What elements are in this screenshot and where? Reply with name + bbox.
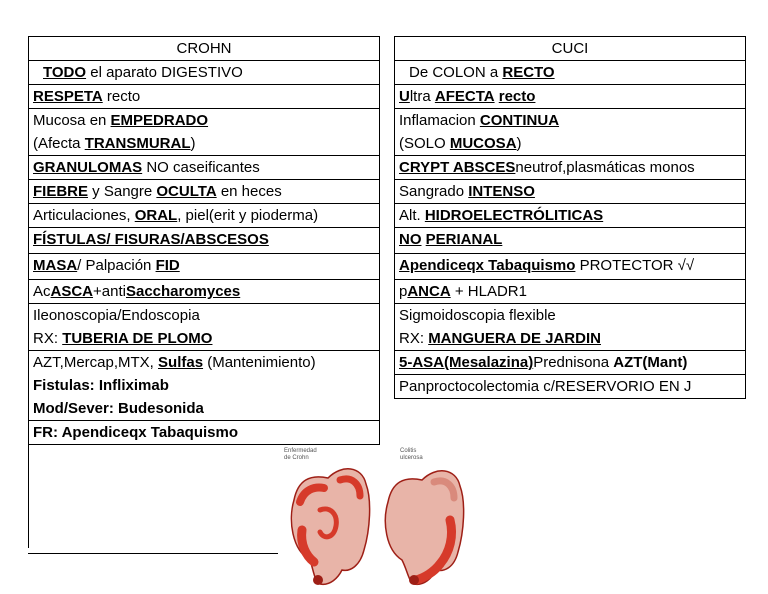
text-segment: FR: Apendiceqx Tabaquismo [33, 424, 239, 441]
divider-line [28, 553, 278, 554]
text-segment: TODO [43, 64, 87, 81]
text-segment: ) [190, 135, 196, 152]
text-segment: TRANSMURAL [84, 135, 191, 152]
crohn-row [29, 85, 380, 109]
text-segment: AZT(Mant) [613, 354, 688, 371]
text-segment: U [399, 88, 410, 105]
cuci-row [395, 180, 746, 204]
text-segment: RX: [399, 330, 429, 347]
text-segment: ) [516, 135, 522, 152]
text-segment: MASA [33, 257, 78, 274]
text-segment: Sigmoidoscopia flexible [399, 307, 556, 324]
crohn-illus-label-1: Enfermedad [284, 448, 317, 454]
cuci-row [395, 304, 746, 351]
text-segment: + HLADR1 [450, 283, 527, 300]
text-segment: recto [102, 88, 141, 105]
text-segment: +anti [93, 283, 126, 300]
text-segment: / Palpación [77, 257, 156, 274]
crohn-title: CROHN [29, 37, 380, 61]
text-segment: EMPEDRADO [110, 112, 209, 129]
cuci-table [394, 36, 746, 399]
text-segment: (Afecta [33, 135, 85, 152]
text-segment: RX: [33, 330, 63, 347]
text-segment: Ileonoscopia/Endoscopia [33, 307, 200, 324]
crohn-row [29, 109, 380, 156]
text-segment: FÍSTULAS/ FISURAS/ABSCESOS [33, 231, 269, 248]
text-segment: en heces [216, 183, 282, 200]
text-segment: 5-ASA(Mesalazina) [399, 354, 534, 371]
crohn-row [29, 61, 380, 85]
crohn-illus-label-2: de Crohn [284, 455, 309, 461]
crohn-row [29, 304, 380, 351]
text-segment: Mod/Sever: Budesonida [33, 400, 204, 417]
text-segment: el aparato DIGESTIVO [86, 64, 243, 81]
text-segment: Saccharomyces [125, 283, 241, 300]
text-segment: Articulaciones, [33, 207, 135, 224]
text-segment: PROTECTOR √√ [575, 257, 695, 274]
crohn-row [29, 204, 380, 228]
crohn-colon-illustration [280, 440, 380, 590]
text-segment: MUCOSA [449, 135, 517, 152]
text-segment: FIEBRE [33, 183, 89, 200]
text-segment: INTENSO [468, 183, 535, 200]
cuci-colon-illustration [380, 440, 480, 590]
text-segment: Apendiceqx Tabaquismo [399, 257, 576, 274]
cuci-row [395, 280, 746, 304]
text-segment: ORAL [134, 207, 178, 224]
text-segment: Mucosa en [33, 112, 111, 129]
text-segment: FID [155, 257, 180, 274]
crohn-row [29, 228, 380, 254]
cuci-row [395, 351, 746, 375]
text-segment: HIDROELECTRÓLITICAS [424, 207, 604, 224]
text-segment: p [399, 283, 408, 300]
crohn-row [29, 156, 380, 180]
text-segment: , piel(erit y pioderma) [177, 207, 319, 224]
text-segment: (SOLO [399, 135, 450, 152]
text-segment: (Mantenimiento) [203, 354, 316, 371]
text-segment: OCULTA [156, 183, 217, 200]
text-segment: Alt. [399, 207, 425, 224]
text-segment: AZT,Mercap,MTX, [33, 354, 159, 371]
text-segment: MANGUERA DE JARDIN [428, 330, 601, 347]
text-segment: Sangrado [399, 183, 469, 200]
cuci-title: CUCI [395, 37, 746, 61]
text-segment: ltra [409, 88, 435, 105]
text-segment: De COLON a [409, 64, 503, 81]
cuci-row [395, 85, 746, 109]
cuci-row [395, 109, 746, 156]
text-segment: recto [498, 88, 536, 105]
text-segment: NO [399, 231, 422, 248]
text-segment: TUBERIA DE PLOMO [62, 330, 213, 347]
text-segment: CONTINUA [479, 112, 560, 129]
cuci-row [395, 156, 746, 180]
text-segment: Sulfas [158, 354, 204, 371]
cuci-row [395, 228, 746, 254]
crohn-row [29, 180, 380, 204]
text-segment: Panproctocolectomia c/RESERVORIO EN J [399, 378, 692, 395]
text-segment: RESPETA [33, 88, 103, 105]
text-segment: AFECTA [434, 88, 495, 105]
text-segment: NO caseificantes [142, 159, 260, 176]
crohn-row [29, 254, 380, 280]
cuci-row [395, 375, 746, 399]
text-segment: Fistulas: Infliximab [33, 377, 169, 394]
text-segment: RECTO [502, 64, 555, 81]
crohn-row [29, 280, 380, 304]
cuci-row [395, 254, 746, 280]
crohn-row [29, 351, 380, 421]
text-segment: ASCA [50, 283, 94, 300]
text-segment: ANCA [407, 283, 451, 300]
text-segment: Ac [33, 283, 51, 300]
cuci-row [395, 204, 746, 228]
text-segment: PERIANAL [425, 231, 503, 248]
cuci-illus-label-2: ulcerosa [400, 455, 423, 461]
text-segment: CRYPT ABSCES [399, 159, 516, 176]
text-segment: y Sangre [88, 183, 157, 200]
cuci-row [395, 61, 746, 85]
text-segment: GRANULOMAS [33, 159, 143, 176]
text-segment: neutrof,plasmáticas monos [515, 159, 695, 176]
cuci-illus-label-1: Colitis [400, 448, 417, 454]
text-segment: Inflamacion [399, 112, 480, 129]
text-segment: Prednisona [533, 354, 614, 371]
